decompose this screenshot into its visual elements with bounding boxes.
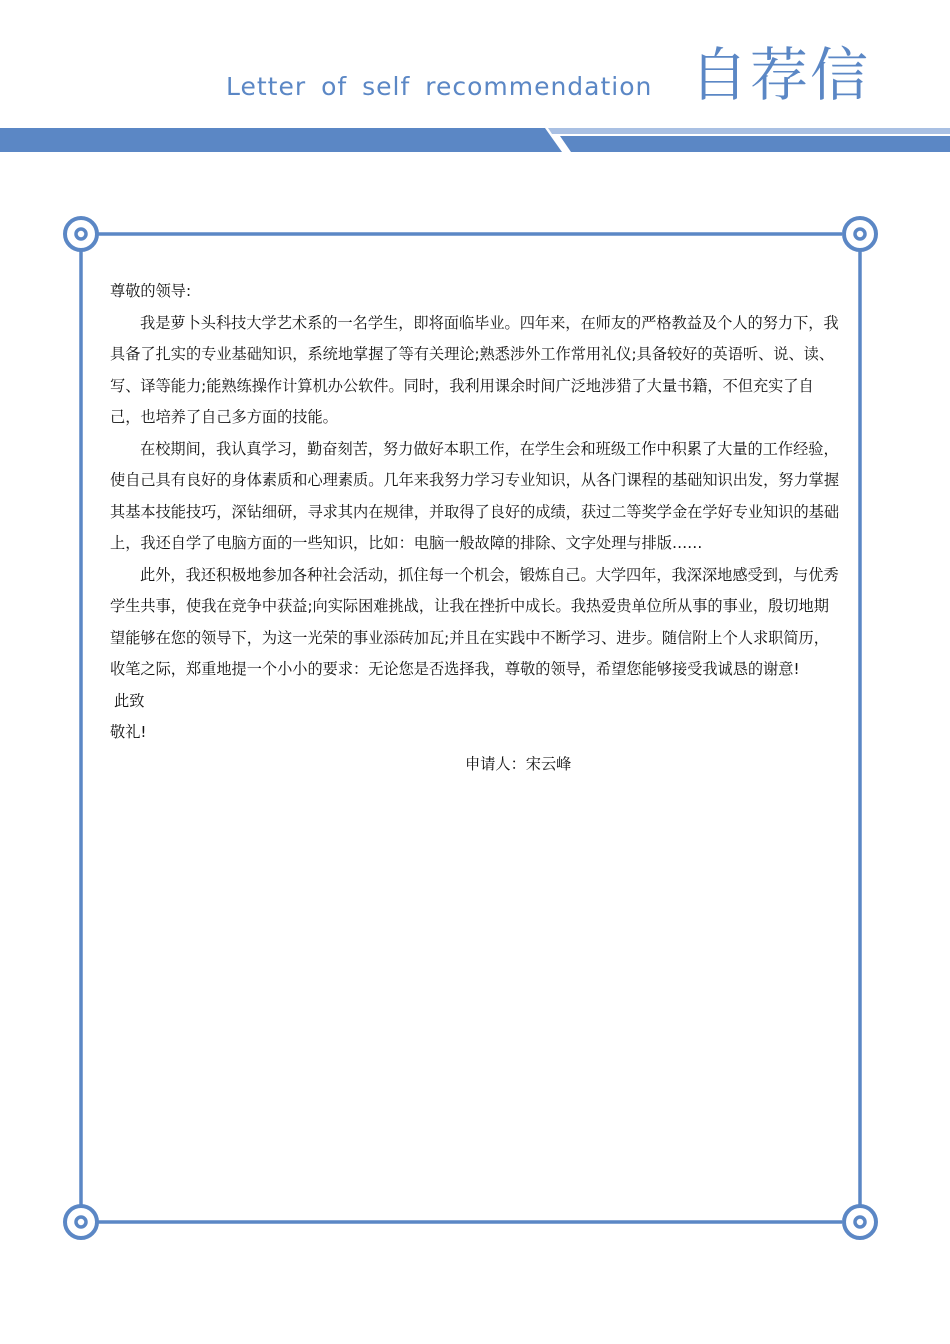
- corner-ornament-bottom-right: [844, 1206, 876, 1238]
- paragraph-1: 我是萝卜头科技大学艺术系的一名学生，即将面临毕业。四年来，在师友的严格教益及个人的努力下，我具备了扎实的专业基础知识，系统地掌握了等有关理论;熟悉涉外工作常用礼仪;具备较好的英语听、说、读、写、译等能力;能熟练操作计算机办公软件。同时，我利用课余时间广泛地涉猎了大量书籍，不但充实了自己，也培养了自己多方面的技能。: [110, 313, 839, 426]
- signature: 申请人：宋云峰: [465, 754, 572, 773]
- closing-line-1: 此致: [114, 691, 145, 710]
- english-subtitle: Letter of self recommendation: [226, 72, 653, 101]
- paragraph-3: 此外，我还积极地参加各种社会活动，抓住每一个机会，锻炼自己。大学四年，我深深地感受到，与优秀学生共事，使我在竞争中获益;向实际困难挑战，让我在挫折中成长。我热爱贵单位所从事的事业，殷切地期望能够在您的领导下，为这一光荣的事业添砖加瓦;并且在实践中不断学习、进步。随信附上个人求职简历，收笔之际，郑重地提一个小小的要求：无论您是否选择我，尊敬的领导，希望您能够接受我诚恳的谢意!: [110, 565, 839, 678]
- header-band-light: [548, 128, 950, 134]
- header-band-main: [0, 128, 562, 152]
- header-band-right: [560, 136, 950, 152]
- salutation: 尊敬的领导:: [110, 282, 192, 300]
- header-band: [0, 126, 950, 154]
- paragraph-2: 在校期间，我认真学习，勤奋刻苦，努力做好本职工作，在学生会和班级工作中积累了大量的工作经验，使自己具有良好的身体素质和心理素质。几年来我努力学习专业知识，从各门课程的基础知识出发，努力掌握其基本技能技巧，深钻细研，寻求其内在规律，并取得了良好的成绩，获过二等奖学金在学好专业知识的基础上，我还自学了电脑方面的一些知识，比如：电脑一般故障的排除、文字处理与排版……: [110, 439, 839, 552]
- page-title: 自荐信: [690, 41, 871, 109]
- letter-body: [110, 276, 840, 780]
- closing-line-2: 敬礼!: [110, 723, 147, 741]
- corner-ornament-top-left: [65, 218, 97, 250]
- corner-ornament-bottom-left: [65, 1206, 97, 1238]
- corner-ornament-top-right: [844, 218, 876, 250]
